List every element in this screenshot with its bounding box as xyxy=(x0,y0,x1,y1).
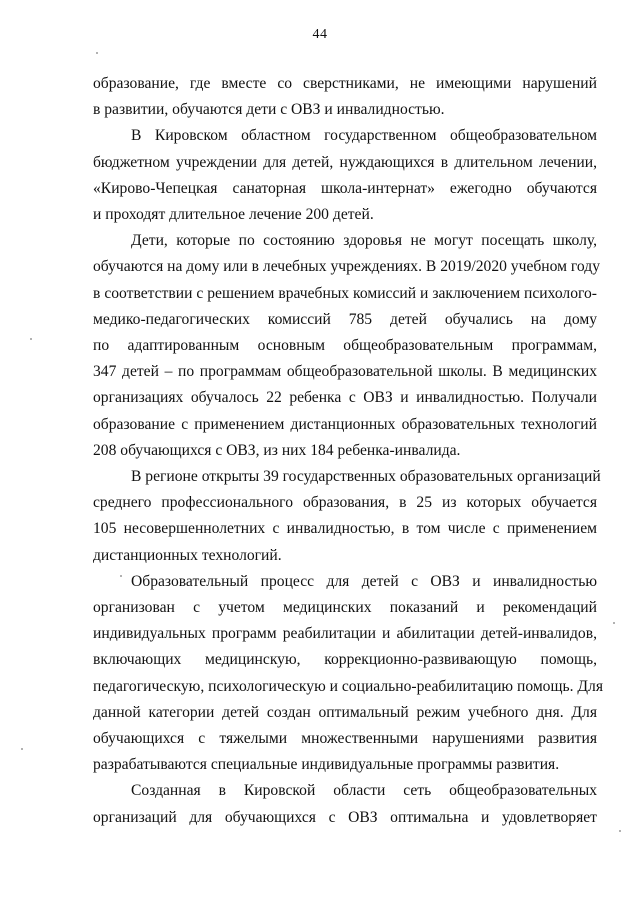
text-line: Созданная в Кировской области сеть общеобразовательных xyxy=(131,782,597,800)
text-line: включающих медицинскую, коррекционно-развивающую помощь, xyxy=(93,651,597,669)
text-line: «Кирово-Чепецкая санаторная школа-интернат» ежегодно обучаются xyxy=(93,179,597,197)
text-line: бюджетном учреждении для детей, нуждающихся в длительном лечении, xyxy=(93,153,597,171)
text-line: Дети, которые по состоянию здоровья не могут посещать школу, xyxy=(131,232,597,250)
text-line: данной категории детей создан оптимальный режим учебного дня. Для xyxy=(93,703,597,721)
text-line: 347 детей – по программам общеобразовательной школы. В медицинских xyxy=(93,363,597,381)
text-line: В Кировском областном государственном общеобразовательном xyxy=(131,127,597,145)
text-line: организациях обучалось 22 ребенка с ОВЗ и инвалидностью. Получали xyxy=(93,389,597,407)
text-line: дистанционных технологий. xyxy=(93,546,282,564)
text-line: организован с учетом медицинских показаний и рекомендаций xyxy=(93,599,597,617)
text-line: обучаются на дому или в лечебных учреждениях. В 2019/2020 учебном году xyxy=(93,258,601,276)
text-line: образование, где вместе со сверстниками, не имеющими нарушений xyxy=(93,75,597,92)
paragraph xyxy=(93,123,597,228)
text-line: индивидуальных программ реабилитации и абилитации детей-инвалидов, xyxy=(93,625,597,643)
text-line: в соответствии с решением врачебных комиссий и заключением психолого- xyxy=(93,284,597,302)
text-line: в развитии, обучаются дети с ОВЗ и инвалидностью. xyxy=(93,101,445,119)
text-line: и проходят длительное лечение 200 детей. xyxy=(93,206,374,224)
paragraph xyxy=(93,569,603,779)
text-line: педагогическую, психологическую и социально-реабилитацию помощь. Для xyxy=(93,677,603,695)
scan-speck xyxy=(619,830,621,832)
document-body xyxy=(93,71,603,831)
text-line: среднего профессионального образования, в 25 из которых обучается xyxy=(93,494,597,512)
paragraph xyxy=(93,71,597,123)
text-line: В регионе открыты 39 государственных образовательных организаций xyxy=(131,468,601,486)
paragraph xyxy=(93,464,601,569)
text-line: организаций для обучающихся с ОВЗ оптимальна и удовлетворяет xyxy=(93,808,597,826)
scan-speck xyxy=(613,622,615,624)
text-line: 105 несовершеннолетних с инвалидностью, в том числе с применением xyxy=(93,520,597,538)
scan-speck xyxy=(30,338,32,340)
paragraph xyxy=(93,228,601,464)
scan-speck xyxy=(96,52,98,54)
text-line: по адаптированным основным общеобразовательным программам, xyxy=(93,337,597,355)
text-line: образование с применением дистанционных образовательных технологий xyxy=(93,415,597,433)
text-line: Образовательный процесс для детей с ОВЗ и инвалидностью xyxy=(131,572,597,590)
paragraph xyxy=(93,778,597,830)
text-line: разрабатываются специальные индивидуальные программы развития. xyxy=(93,756,560,774)
scan-speck xyxy=(21,748,23,750)
text-line: обучающихся с тяжелыми множественными нарушениями развития xyxy=(93,730,597,748)
scan-speck xyxy=(120,575,122,577)
text-line: 208 обучающихся с ОВЗ, из них 184 ребенка-инвалида. xyxy=(93,441,461,459)
page-number: 44 xyxy=(312,27,328,42)
text-line: медико-педагогических комиссий 785 детей обучались на дому xyxy=(93,310,597,328)
